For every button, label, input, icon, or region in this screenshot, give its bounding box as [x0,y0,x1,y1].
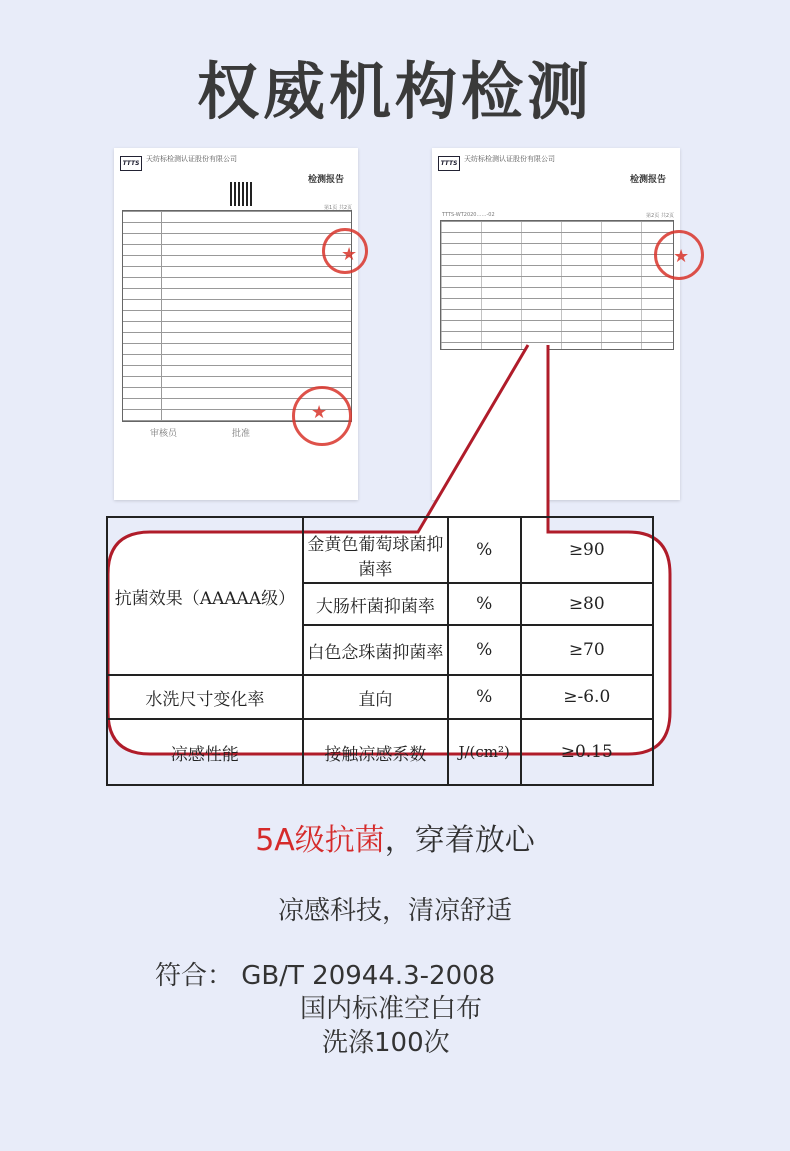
standard-line-3: 洗涤100次 [322,1028,450,1058]
unit-cell: % [448,625,521,675]
unit-cell: J/(cm²) [448,719,521,785]
page-title: 权威机构检测 [196,55,593,128]
tagline-rest: ，穿着放心 [384,823,535,858]
report-number: TTTS-WT2020……-02 [442,212,495,218]
standard-line-1: 符合： GB/T 20944.3-2008 [155,961,496,991]
tagline [0,815,790,859]
requirement-cell: ≥80 [521,583,653,625]
unit-cell: % [448,675,521,719]
standard-line-2: 国内标准空白布 [300,994,483,1024]
page-number: 第1页 共2页 [324,205,352,211]
ttts-logo: TTTS [438,156,460,171]
requirement-cell: ≥0.15 [521,719,653,785]
signature-2: 批准 [232,429,251,439]
item-contact-cooling: 接触凉感系数 [303,719,448,785]
report-company: 天纺标检测认证股份有限公司 [146,155,237,163]
subline: 凉感科技，清凉舒适 [277,896,512,926]
group-cooling: 凉感性能 [107,719,303,785]
ttts-logo: TTTS [120,156,142,171]
report-title: 检测报告 [307,175,344,185]
group-shrinkage: 水洗尺寸变化率 [107,675,303,719]
report-company: 天纺标检测认证股份有限公司 [464,155,555,163]
item-staphylococcus: 金黄色葡萄球菌抑菌率 [303,517,448,583]
signature-1: 审核员 [150,429,178,439]
zoomed-results-table [114,530,666,765]
unit-cell: % [448,517,521,583]
requirement-cell: ≥-6.0 [521,675,653,719]
requirement-cell: ≥90 [521,517,653,583]
item-ecoli: 大肠杆菌抑菌率 [303,583,448,625]
group-antibacterial: 抗菌效果（AAAAA级） [107,517,303,675]
report-title: 检测报告 [629,175,666,185]
page-number: 第2页 共2页 [646,213,674,219]
item-warp: 直向 [303,675,448,719]
tagline-highlight: 5A级抗菌 [255,823,385,858]
unit-cell: % [448,583,521,625]
requirement-cell: ≥70 [521,625,653,675]
item-candida: 白色念珠菌抑菌率 [303,625,448,675]
